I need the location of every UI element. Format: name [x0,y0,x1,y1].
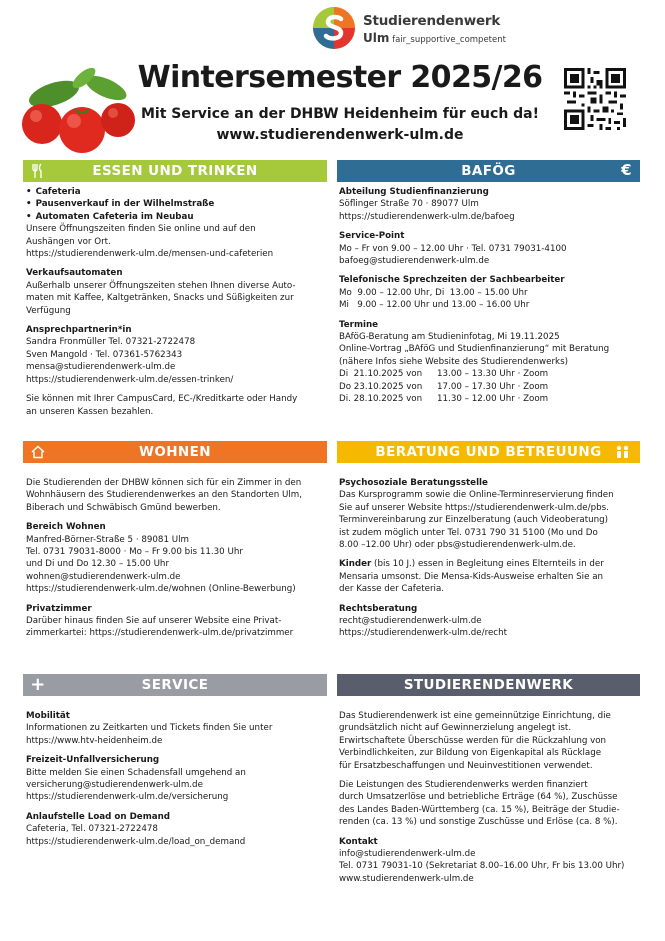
kontakt-website[interactable]: www.studierendenwerk-ulm.de [339,873,474,884]
website-url[interactable]: www.studierendenwerk-ulm.de [216,127,464,143]
info-line: Das Studierendenwerk ist eine gemeinnützige Einrichtung, die [339,711,611,721]
essen-content [26,186,297,418]
section-title-beratung: BERATUNG UND BETREUUNG [375,444,602,460]
load-line: Cafeteria, Tel. 07321-2722478 [26,824,158,835]
kinder-line: der Kasse der Cafeteria. [339,584,445,595]
psy-line: Terminvereinbarung zur Einzelberatung (auch Videoberatung) [339,515,609,526]
finanz-line: durch Umsatzerlöse und betriebliche Erträge (64 %), Zuschüsse [339,792,618,803]
mobilitaet-heading: Mobilität [26,711,70,721]
recht-url[interactable]: https://studierendenwerk-ulm.de/recht [339,628,507,639]
list-item: • Automaten Cafeteria im Neubau [26,211,297,223]
section-header-studierendenwerk [337,674,640,696]
kinder-bold: Kinder [339,559,372,570]
logo-name: Studierendenwerk [363,13,501,29]
versicherung-line: Bitte melden Sie einen Schadensfall umgehend an [26,767,246,778]
finanz-line: Die Leistungen des Studierendenwerks werden finanziert [339,780,588,791]
service-point-heading: Service-Point [339,231,405,242]
contact-line: Sandra Fronmüller Tel. 07321-2722478 [26,337,196,348]
automaten-line: Außerhalb unserer Öffnungszeiten stehen Ihnen diverse Auto- [26,280,296,291]
wohnen-intro-line: Wohnhäusern des Studierendenwerkes an den Standorten Ulm, [26,490,303,501]
wohnen-intro-line: Biberach und Schwäbisch Gmünd bewerben. [26,502,221,513]
bafoeg-content [339,186,609,406]
wohnen-content [26,477,302,640]
termine-line: (nähere Infos siehe Website des Studierendenwerks) [339,356,568,367]
kinder-text: (bis 10 J.) essen in Begleitung eines Elternteils in der [371,559,604,570]
privatzimmer-line: Darüber hinaus finden Sie auf unserer Website eine Privat- [26,616,282,627]
essen-trinken-url[interactable]: https://studierendenwerk-ulm.de/essen-trinken/ [26,374,234,385]
list-item: • Cafeteria [26,186,297,198]
termin-date-row [339,393,609,405]
qr-code-icon[interactable] [564,68,626,130]
kontakt-phone: Tel. 0731 79031-10 (Sekretariat 8.00–16.00 Uhr, Fr bis 13.00 Uhr) [339,861,625,872]
kontakt-heading: Kontakt [339,836,378,847]
termine-heading: Termine [339,319,379,330]
termine-line: Online-Vortrag „BAföG und Studienfinanzierung“ mit Beratung [339,344,610,355]
privatzimmer-line: zimmerkartei: https://studierendenwerk-ulm.de/privatzimmer [26,628,294,639]
psy-line: Das Kursprogramm sowie die Online-Terminreservierung finden [339,490,614,501]
automaten-line: maten mit Kaffee, Kaltgetränken, Snacks und Süßigkeiten zur [26,293,294,304]
psy-line: ist zudem möglich unter Tel. 0731 790 31 5100 (Mo und Do [339,527,598,538]
house-icon [30,444,46,460]
finanz-line: des Landes Baden-Württemberg (ca. 15 %), Beiträge der Studie- [339,804,620,815]
bereich-line: Manfred-Börner-Straße 5 · 89081 Ulm [26,534,189,545]
section-header-service [23,674,327,696]
load-heading: Anlaufstelle Load on Demand [26,811,171,822]
page-subtitle: Mit Service an der DHBW Heidenheim für euch da! [140,106,540,122]
abteilung-heading: Abteilung Studienfinanzierung [339,187,489,197]
mobilitaet-line: Informationen zu Zeitkarten und Tickets finden Sie unter [26,723,273,734]
abteilung-address: Söflinger Straße 70 · 89077 Ulm [339,199,479,210]
contact-line: Sven Mangold · Tel. 07361-5762343 [26,349,183,360]
beratung-content [339,477,614,640]
wohnen-intro-line: Die Studierenden der DHBW können sich für ein Zimmer in den [26,478,302,488]
wohnen-url[interactable]: https://studierendenwerk-ulm.de/wohnen (Online-Bewerbung) [26,584,296,595]
section-header-bafoeg [337,160,640,182]
bereich-line: und Di und Do 12.30 – 15.00 Uhr [26,559,170,570]
section-title-wohnen: WOHNEN [139,444,211,460]
payment-line: an unseren Kassen bezahlen. [26,406,154,417]
info-line: Erwirtschaftete Überschüsse werden für die Rückzahlung von [339,735,607,746]
telefon-line: Mi 9.00 – 12.00 Uhr und 13.00 – 16.00 Uhr [339,300,530,311]
termine-line: BAföG-Beratung am Studieninfotag, Mi 19.11.2025 [339,332,560,343]
studierendenwerk-content [339,710,624,885]
termin-date-row [339,381,609,393]
studierendenwerk-logo-icon [312,6,356,50]
mensa-email[interactable]: mensa@studierendenwerk-ulm.de [26,362,176,373]
recht-email[interactable]: recht@studierendenwerk-ulm.de [339,616,482,627]
plus-icon: + [30,674,46,695]
termin-time: 11.30 – 12.00 Uhr · Zoom [437,394,549,405]
euro-icon: € [621,161,632,179]
termin-day: Di 21.10.2025 von [339,369,423,380]
termin-time: 17.00 – 17.30 Uhr · Zoom [437,381,549,392]
bereich-line: Tel. 0731 79031-8000 · Mo – Fr 9.00 bis 11.30 Uhr [26,547,243,558]
telefon-line: Mo 9.00 – 12.00 Uhr, Di 13.00 – 15.00 Uhr [339,287,528,298]
bafoeg-email[interactable]: bafoeg@studierendenwerk-ulm.de [339,256,490,267]
logo-subline [363,31,506,45]
logo-tagline: fair_supportive_competent [392,35,506,45]
contact-heading: Ansprechpartnerin*in [26,325,132,336]
termin-day: Do 23.10.2025 von [339,381,423,392]
section-title-bafoeg: BAFÖG [461,163,516,179]
info-line: Verbindlichkeiten, zur Bildung von Eigenkapital als Rücklage [339,748,602,759]
section-header-wohnen [23,441,327,463]
section-header-beratung [337,441,640,463]
payment-line: Sie können mit Ihrer CampusCard, EC-/Kreditkarte oder Handy [26,394,298,405]
versicherung-url[interactable]: https://studierendenwerk-ulm.de/versicherung [26,792,229,803]
bereich-wohnen-heading: Bereich Wohnen [26,522,106,533]
automaten-line: Verfügung [26,305,71,316]
service-content [26,710,272,848]
essen-bullets [26,186,297,223]
service-point-hours: Mo – Fr von 9.00 – 12.00 Uhr · Tel. 0731 79031-4100 [339,243,567,254]
section-title-studierendenwerk: STUDIERENDENWERK [403,677,574,693]
automaten-heading: Verkaufsautomaten [26,268,123,279]
load-url[interactable]: https://studierendenwerk-ulm.de/load_on_demand [26,836,246,847]
section-title-essen: ESSEN UND TRINKEN [92,163,258,179]
finanz-line: renden (ca. 13 %) und sonstige Zuschüsse und Erlöse (ca. 8 %). [339,817,618,828]
termin-time: 13.00 – 13.30 Uhr · Zoom [437,369,549,380]
essen-intro-line: Unsere Öffnungszeiten finden Sie online und auf den [26,224,256,235]
fork-knife-icon [30,163,46,179]
termin-date-row [339,368,609,380]
psy-heading: Psychosoziale Beratungsstelle [339,478,488,488]
versicherung-heading: Freizeit-Unfallversicherung [26,755,160,766]
privatzimmer-heading: Privatzimmer [26,603,92,614]
telefon-heading: Telefonische Sprechzeiten der Sachbearbeiter [339,275,565,286]
essen-url[interactable]: https://studierendenwerk-ulm.de/mensen-und-cafeterien [26,249,274,260]
essen-intro-line: Aushängen vor Ort. [26,236,111,247]
htv-url[interactable]: https://www.htv-heidenheim.de [26,735,163,746]
versicherung-email[interactable]: versicherung@studierendenwerk-ulm.de [26,780,203,791]
wohnen-email[interactable]: wohnen@studierendenwerk-ulm.de [26,571,181,582]
section-title-service: SERVICE [141,677,209,693]
psy-line: 8.00 –12.00 Uhr) oder pbs@studierendenwerk-ulm.de. [339,540,576,551]
kinder-line: Mensaria umsonst. Die Mensa-Kids-Ausweise erhalten Sie an [339,571,604,582]
logo-city: Ulm [363,31,390,45]
page-title: Wintersemester 2025/26 [137,60,543,95]
people-icon [614,444,632,464]
kinder-line [339,558,614,570]
info-line: für Ersatzbeschaffungen und Neuinvestitionen verwendet. [339,760,593,771]
psy-line: Sie auf unserer Website https://studierendenwerk-ulm.de/pbs. [339,502,609,513]
bafoeg-url[interactable]: https://studierendenwerk-ulm.de/bafoeg [339,211,515,222]
info-line: grundsätzlich nicht auf Gewinnerzielung angelegt ist. [339,723,572,734]
section-header-essen [23,160,327,182]
recht-heading: Rechtsberatung [339,603,418,614]
kontakt-email[interactable]: info@studierendenwerk-ulm.de [339,849,476,860]
brand-logo [312,6,506,52]
termin-day: Di. 28.10.2025 von [339,394,423,405]
list-item: • Pausenverkauf in der Wilhelmstraße [26,198,297,210]
